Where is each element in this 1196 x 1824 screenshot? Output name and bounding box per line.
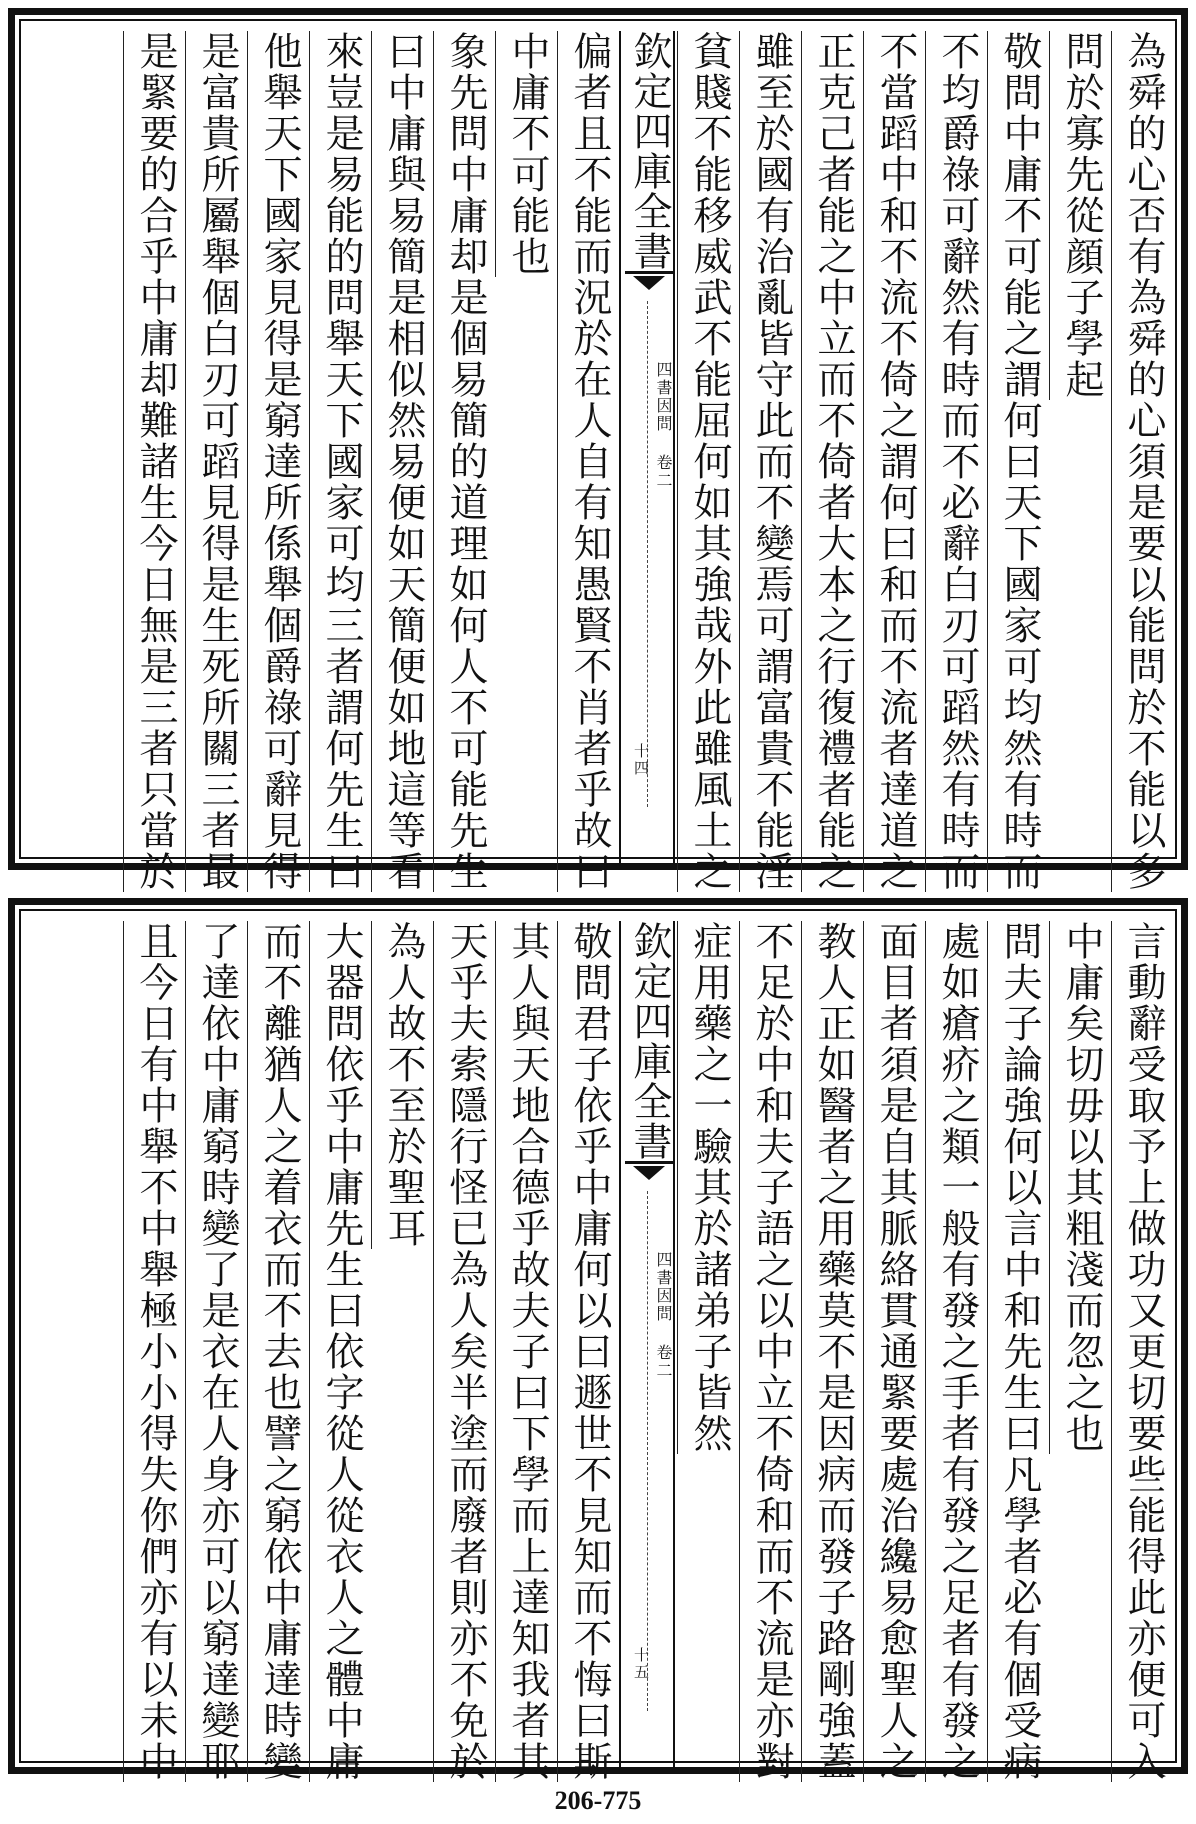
- bottom-page: [8, 898, 1188, 1782]
- book-name: 四書因問: [654, 361, 673, 433]
- text-column: 為人故不至於聖耳: [371, 921, 433, 1249]
- text-column: 敬問君子依乎中庸何以曰遯世不見知而不悔曰斯: [557, 921, 619, 1782]
- text-column: 雖至於國有治亂皆守此而不變焉可謂富貴不能淫: [739, 31, 801, 892]
- text-column: 天乎夫索隱行怪已為人矣半塗而廢者則亦不免於: [433, 921, 495, 1782]
- text-column: 是富貴所屬舉個白刃可蹈見得是生死所關三者最: [185, 31, 247, 892]
- text-column: 中庸不可能也: [495, 31, 557, 277]
- top-page: [8, 8, 1188, 892]
- text-column: 正克己者能之中立而不倚者大本之行復禮者能之: [801, 31, 863, 892]
- center-fold-column: [619, 921, 675, 1771]
- text-column: 大器問依乎中庸先生曰依字從人從衣人之體中庸: [309, 921, 371, 1782]
- volume-label: 卷二: [654, 454, 673, 490]
- text-column: 其人與天地合德乎故夫子曰下學而上達知我者其: [495, 921, 557, 1782]
- text-column: 且今日有中舉不中舉極小小得失你們亦有以未中: [123, 921, 185, 1782]
- fishtail-mark: [625, 1161, 673, 1190]
- text-column: 曰中庸與易簡是相似然易便如天簡便如地這等看: [371, 31, 433, 892]
- center-fold-column: [619, 31, 675, 867]
- text-column: 問於寡先從顔子學起: [1049, 31, 1111, 400]
- page-number: 十四: [632, 743, 650, 777]
- text-column: 教人正如醫者之用藥莫不是因病而發子路剛強蓋: [801, 921, 863, 1782]
- text-column: 了達依中庸窮時變了是衣在人身亦可以窮達變耶: [185, 921, 247, 1782]
- text-column: 面目者須是自其脈絡貫通緊要處治纔易愈聖人之: [863, 921, 925, 1782]
- bottom-page-inner-frame: [19, 909, 1177, 1782]
- text-column: 不均爵祿可辭然有時而不必辭白刃可蹈然有時而: [925, 31, 987, 892]
- text-column: 為舜的心否有為舜的心須是要以能問於不能以多: [1111, 31, 1173, 892]
- text-column: 問夫子論強何以言中和先生曰凡學者必有個受病: [987, 921, 1049, 1782]
- text-column: 言動辭受取予上做功又更切要些能得此亦便可入: [1111, 921, 1173, 1782]
- text-column: 中庸矣切毋以其粗淺而忽之也: [1049, 921, 1111, 1454]
- text-column: 敬問中庸不可能之謂何曰天下國家可均然有時而: [987, 31, 1049, 892]
- text-column: 不當蹈中和不流不倚之謂何曰和而不流者達道之: [863, 31, 925, 892]
- collection-title: 欽定四庫全書: [627, 31, 672, 271]
- book-title: [623, 361, 673, 490]
- text-column: 不足於中和夫子語之以中立不倚和而不流是亦對: [739, 921, 801, 1782]
- text-column: 來豈是易能的問舉天下國家可均三者謂何先生曰: [309, 31, 371, 892]
- fishtail-mark: [625, 271, 673, 300]
- text-column: 他舉天下國家見得是窮達所係舉個爵祿可辭見得: [247, 31, 309, 892]
- text-column: 而不離猶人之着衣而不去也譬之窮依中庸達時變: [247, 921, 309, 1782]
- page-number: 十五: [632, 1647, 650, 1681]
- text-column: 症用藥之一驗其於諸弟子皆然: [677, 921, 739, 1454]
- footer-page-code: 206-775: [554, 1786, 642, 1815]
- text-column: 偏者且不能而況於在人自有知愚賢不肖者乎故曰: [557, 31, 619, 892]
- text-column: 是緊要的合乎中庸却難諸生今日無是三者只當於: [123, 31, 185, 892]
- text-column: 貧賤不能移威武不能屈何如其強哉外此雖風土之: [677, 31, 739, 892]
- text-column: 處如瘡疥之類一般有發之手者有發之足者有發之: [925, 921, 987, 1782]
- volume-label: 卷二: [654, 1344, 673, 1380]
- collection-title: 欽定四庫全書: [627, 921, 672, 1161]
- book-name: 四書因問: [654, 1251, 673, 1323]
- book-title: [623, 1251, 673, 1380]
- top-page-inner-frame: [19, 19, 1177, 892]
- text-column: 象先問中庸却是個易簡的道理如何人不可能先生: [433, 31, 495, 892]
